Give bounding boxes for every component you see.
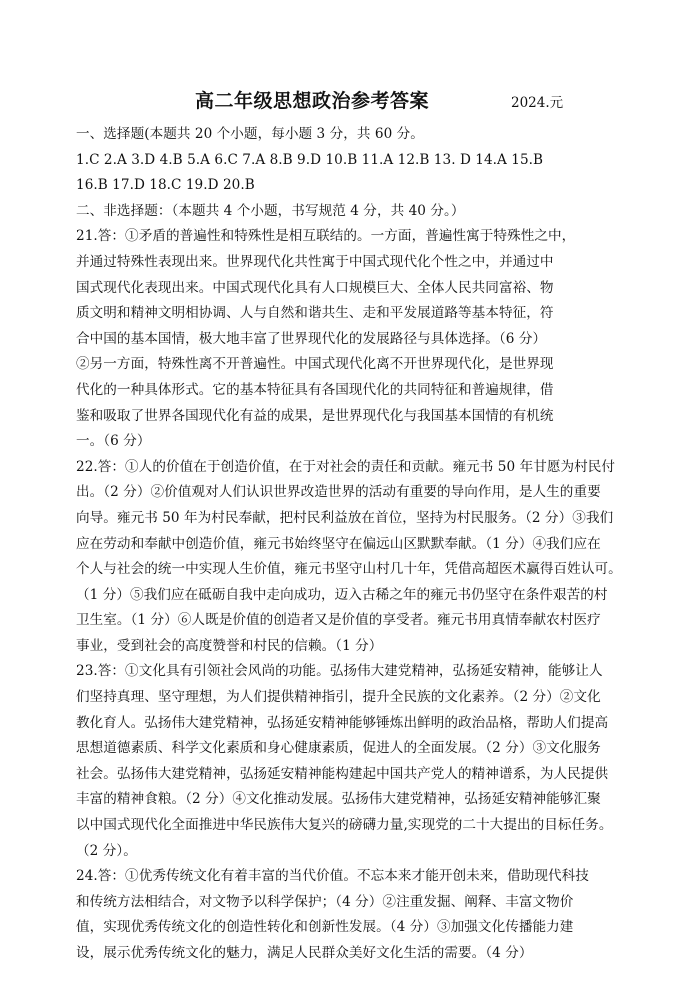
answer-23-line: 23.答：①文化具有引领社会风尚的功能。弘扬伟大建党精神，弘扬延安精神，能够让人 bbox=[76, 663, 603, 680]
section-two-heading: 二、非选择题：（本题共 4 个小题，书写规范 4 分，共 40 分。） bbox=[76, 202, 465, 219]
answer-22-line: 应在劳动和奉献中创造价值，雍元书始终坚守在偏远山区默默奉献。（1 分）④我们应在 bbox=[76, 535, 601, 552]
answer-23-line: 教化育人。弘扬伟大建党精神，弘扬延安精神能够锤炼出鲜明的政治品格，帮助人们提高 bbox=[76, 714, 609, 731]
answer-23-line: 社会。弘扬伟大建党精神，弘扬延安精神能构建起中国共产党人的精神谱系，为人民提供 bbox=[76, 765, 609, 782]
answer-21-line: 一。（6 分） bbox=[76, 433, 151, 450]
answer-22-line: 个人与社会的统一中实现人生价值，雍元书坚守山村几十年，凭借高超医术赢得百姓认可。 bbox=[76, 561, 622, 578]
answer-21-line: 合中国的基本国情，极大地丰富了世界现代化的发展路径与具体选择。（6 分） bbox=[76, 330, 547, 347]
answer-21-line: 并通过特殊性表现出来。世界现代化共性寓于中国式现代化个性之中，并通过中 bbox=[76, 253, 554, 270]
answer-22-line: 出。（2 分）②价值观对人们认识世界改造世界的活动有重要的导向作用，是人生的重要 bbox=[76, 484, 601, 501]
answer-24-line: 值，实现优秀传统文化的创造性转化和创新性发展。（4 分）③加强文化传播能力建 bbox=[76, 919, 574, 936]
answer-21-line: 21.答：①矛盾的普遍性和特殊性是相互联结的。一方面，普遍性寓于特殊性之中， bbox=[76, 228, 576, 245]
answer-22-line: （1 分）⑤我们应在砥砺自我中走向成功，迈入古稀之年的雍元书仍坚守在条件艰苦的村 bbox=[76, 586, 608, 603]
answer-23-line: 思想道德素质、科学文化素质和身心健康素质，促进人的全面发展。（2 分）③文化服务 bbox=[76, 740, 601, 757]
answer-23-line: （2 分）。 bbox=[76, 842, 137, 859]
answer-22-line: 卫生室。（1 分）⑥人既是价值的创造者又是价值的享受者。雍元书用真情奉献农村医疗 bbox=[76, 612, 601, 629]
answer-21-line: 鉴和吸取了世界各国现代化有益的成果，是世界现代化与我国基本国情的有机统 bbox=[76, 407, 554, 424]
choice-answers-line: 16.B 17.D 18.C 19.D 20.B bbox=[76, 177, 255, 194]
answer-22-line: 22.答：①人的价值在于创造价值，在于对社会的责任和贡献。雍元书 50 年甘愿为村民付 bbox=[76, 458, 616, 475]
choice-answers-line: 1.C 2.A 3.D 4.B 5.A 6.C 7.A 8.B 9.D 10.B 11.A 12.B 13. D 14.A 15.B bbox=[76, 151, 544, 168]
answer-21-line: ②另一方面，特殊性离不开普遍性。中国式现代化离不开世界现代化，是世界现 bbox=[76, 356, 554, 373]
answer-24-line: 设，展示优秀传统文化的魅力，满足人民群众美好文化生活的需要。（4 分） bbox=[76, 945, 533, 961]
answer-content bbox=[76, 122, 624, 967]
answer-21-line: 质文明和精神文明相协调、人与自然和谐共生、走和平发展道路等基本特征，符 bbox=[76, 305, 554, 322]
answer-23-line: 丰富的精神食粮。（2 分）④文化推动发展。弘扬伟大建党精神，弘扬延安精神能够汇聚 bbox=[76, 791, 601, 808]
section-one-heading: 一、选择题(本题共 20 个小题，每小题 3 分，共 60 分。 bbox=[76, 126, 424, 142]
date-label: 2024.元 bbox=[511, 95, 564, 111]
page-title: 高二年级思想政治参考答案 bbox=[195, 90, 430, 112]
answer-23-line: 们坚持真理、坚守理想，为人们提供精神指引，提升全民族的文化素养。（2 分）②文化 bbox=[76, 689, 601, 706]
answer-21-line: 国式现代化表现出来。中国式现代化具有人口规模巨大、全体人民共同富裕、物 bbox=[76, 279, 554, 296]
answer-24-line: 和传统方法相结合，对文物予以科学保护；（4 分）②注重发掘、阐释、丰富文物价 bbox=[76, 893, 574, 910]
answer-21-line: 代化的一种具体形式。它的基本特征具有各国现代化的共同特征和普遍规律，借 bbox=[76, 381, 554, 398]
answer-22-line: 事业，受到社会的高度赞誉和村民的信赖。（1 分） bbox=[76, 637, 383, 654]
answer-24-line: 24.答：①优秀传统文化有着丰富的当代价值。不忘本来才能开创未来，借助现代科技 bbox=[76, 868, 589, 885]
title-row bbox=[0, 86, 696, 116]
answer-22-line: 向导。雍元书 50 年为村民奉献，把村民利益放在首位，坚持为村民服务。（2 分）③我们 bbox=[76, 509, 614, 526]
answer-23-line: 以中国式现代化全面推进中华民族伟大复兴的磅礴力量,实现党的二十大提出的目标任务。 bbox=[76, 817, 613, 834]
